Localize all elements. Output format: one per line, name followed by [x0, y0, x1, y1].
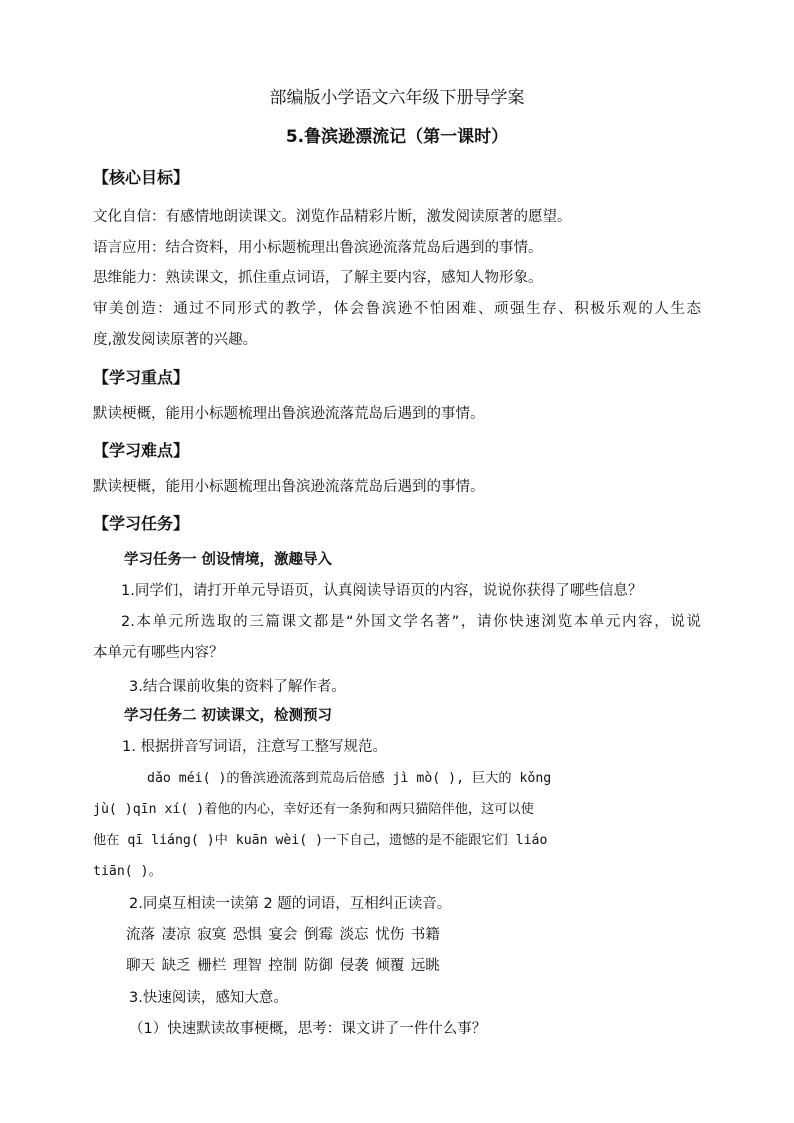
goal-thinking-ability: 思维能力：熟读课文，抓住重点词语，了解主要内容，感知人物形象。	[93, 270, 543, 286]
goal-aesthetic-creation: 审美创造：通过不同形式的教学，体会鲁滨逊不怕困难、顽强生存、积极乐观的人生态	[93, 301, 701, 317]
lesson-title: 5.鲁滨逊漂流记（第一课时）	[285, 127, 509, 147]
section-heading-key-points: 【学习重点】	[93, 368, 190, 387]
goal-aesthetic-creation-cont: 度,激发阅读原著的兴趣。	[93, 332, 258, 348]
task2-item-2: 2.同桌互相读一读第 2 题的词语，互相纠正读音。	[129, 896, 452, 912]
goal-cultural-confidence: 文化自信：有感情地朗读课文。浏览作品精彩片断，激发阅读原著的愿望。	[93, 209, 572, 225]
task1-title: 学习任务一 创设情境，激趣导入	[124, 552, 333, 568]
vocab-row-2: 聊天 缺乏 栅栏 理智 控制 防御 侵袭 倾覆 远眺	[126, 958, 440, 974]
difficulties-text: 默读梗概，能用小标题梳理出鲁滨逊流落荒岛后遇到的事情。	[93, 479, 485, 495]
task2-item-3-sub-1: （1）快速默读故事梗概，思考：课文讲了一件什么事？	[129, 1021, 487, 1037]
task2-title: 学习任务二 初读课文，检测预习	[124, 708, 333, 724]
section-heading-tasks: 【学习任务】	[93, 514, 190, 533]
task1-item-1: 1.同学们，请打开单元导语页，认真阅读导语页的内容，说说你获得了哪些信息？	[121, 583, 643, 599]
pinyin-line-1: dǎo méi( )的鲁滨逊流落到荒岛后倍感 jì mò( ), 巨大的 kǒng	[147, 771, 552, 786]
pinyin-line-4: tiān( )。	[93, 864, 162, 879]
vocab-row-1: 流落 凄凉 寂寞 恐惧 宴会 倒霉 淡忘 忧伤 书籍	[126, 927, 440, 943]
pinyin-line-2: jù( )qīn xí( )着他的内心，幸好还有一条狗和两只猫陪伴他，这可以使	[93, 802, 534, 817]
section-heading-difficulties: 【学习难点】	[93, 441, 190, 460]
task2-item-3: 3.快速阅读，感知大意。	[129, 990, 288, 1006]
document-title: 部编版小学语文六年级下册导学案	[269, 88, 525, 108]
key-points-text: 默读梗概，能用小标题梳理出鲁滨逊流落荒岛后遇到的事情。	[93, 406, 485, 422]
task1-item-2: 2.本单元所选取的三篇课文都是“外国文学名著”，请你快速浏览本单元内容，说说	[121, 614, 701, 630]
task2-item-1: 1. 根据拼音写词语，注意写工整写规范。	[122, 739, 387, 755]
task1-item-2-cont: 本单元有哪些内容？	[93, 645, 224, 661]
section-heading-core-goals: 【核心目标】	[93, 168, 190, 187]
pinyin-line-3: 他在 qī liáng( )中 kuān wèi( )一下自己，遗憾的是不能跟它们 liáo	[93, 833, 548, 848]
task1-item-3: 3.结合课前收集的资料了解作者。	[129, 679, 346, 695]
goal-language-application: 语言应用：结合资料，用小标题梳理出鲁滨逊流落荒岛后遇到的事情。	[93, 240, 543, 256]
